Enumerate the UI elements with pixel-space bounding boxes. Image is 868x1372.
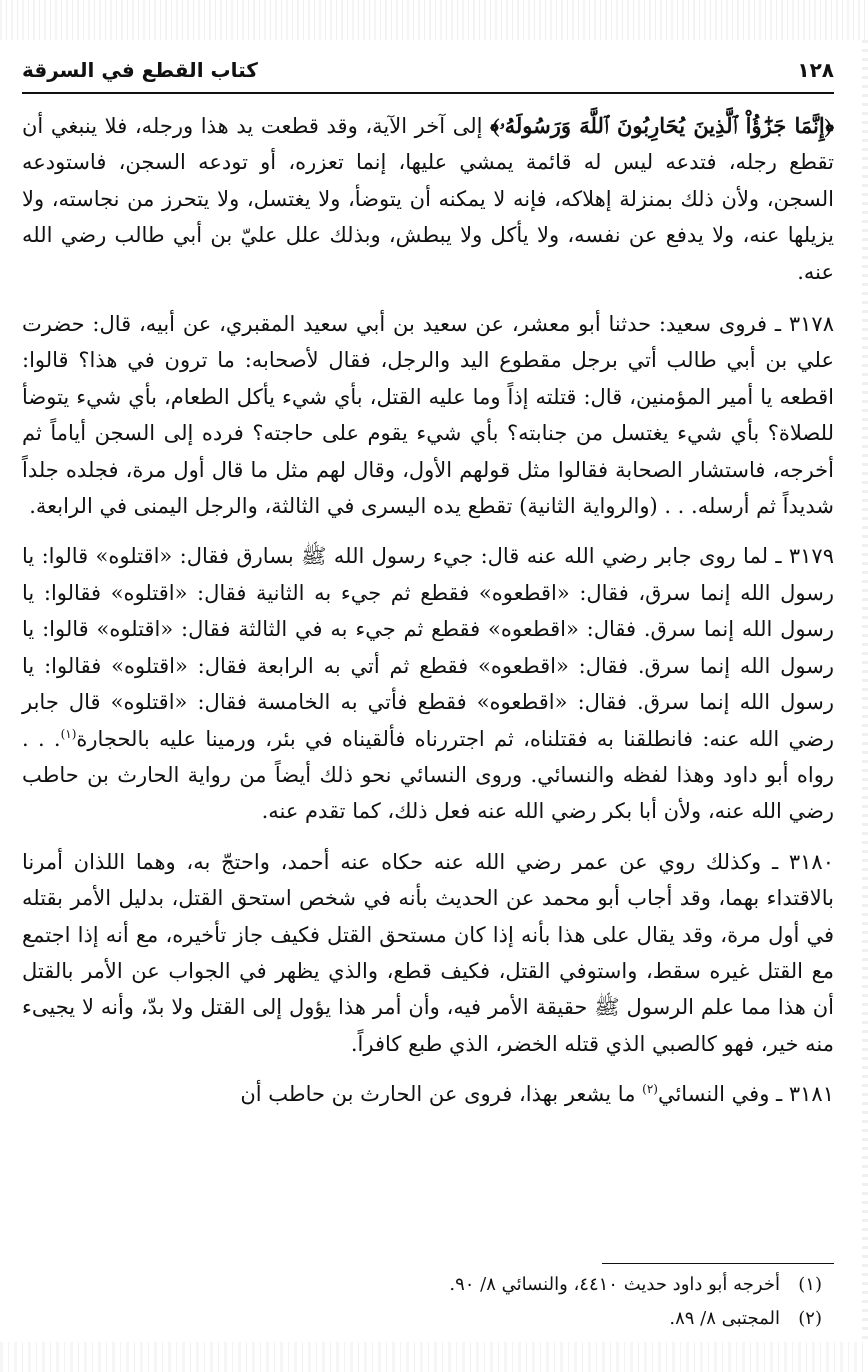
- paragraph-3181: [22, 1076, 834, 1112]
- scan-right-edge: [862, 40, 868, 1340]
- footnote-text: المجتبى ٨/ ٨٩.: [669, 1308, 780, 1329]
- quran-quote: ﴿إِنَّمَا جَزَٰٓؤُاْ ٱلَّذِينَ يُحَارِبُونَ ٱللَّهَ وَرَسُولَهُۥ﴾: [490, 113, 834, 138]
- footnotes: [22, 1268, 822, 1336]
- paragraph-text: ٣١٧٩ ـ لما روى جابر رضي الله عنه قال: جيء رسول الله ﷺ بسارق فقال: «اقتلوه» قالوا: يا رسول الله إنما سرق، فقال: «اقطعوه» فقطع ثم جيء به الثانية فقال: «اقتلوه» فقالوا: يا رسول الله إنما سرق. فقال: «اقطعوه» فقطع ثم جيء به في الثالثة فقال: «اقتلوه» قالوا: يا رسول الله إنما سرق. فقال: «اقطعوه» فقطع ثم أتي به الرابعة فقال: «اقتلوه» فقالوا: يا رسول الله إنما سرق. فقال: «اقطعوه» فقطع فأتي به الخامسة فقال: «اقتلوه» قال جابر رضي الله عنه: فانطلقنا به فقتلناه، ثم اجتررناه فألقيناه في بئر، ورمينا عليه بالحجارة: [22, 544, 834, 751]
- paragraph-text: ٣١٧٨ ـ فروى سعيد: حدثنا أبو معشر، عن سعيد بن أبي سعيد المقبري، عن أبيه، قال: حضرت علي بن أبي طالب أتي برجل مقطوع اليد والرجل، فقال لأصحابه: ما ترون في هذا؟ قالوا: اقطعه يا أمير المؤمنين، قال: قتلته إذاً وما عليه القتل، بأي شيء يأكل الطعام، بأي شيء يتوضأ للصلاة؟ بأي شيء يغتسل من جنابته؟ بأي شيء يقوم على حاجته؟ فرده إلى السجن أياماً ثم أخرجه، فاستشار الصحابة فقالوا مثل قولهم الأول، وقال لهم مثل ما قال أول مرة، فجلده جلداً شديداً ثم أرسله. . . (والرواية الثانية) تقطع يده اليسرى في الثالثة، والرجل اليمنى في الرابعة.: [22, 312, 834, 519]
- paragraph-text: ٣١٨٠ ـ وكذلك روي عن عمر رضي الله عنه حكاه عنه أحمد، واحتجّ به، وهما اللذان أمرنا بالاقتداء بهما، وقد أجاب أبو محمد عن الحديث بأنه في شخص استحق القتل، بدليل الأمر بقتله في أول مرة، وقد يقال على هذا بأنه إذا كان مستحق القتل فكيف جاز تأخيره، مع أنه إذا اجتمع مع القتل غيره سقط، واستوفي القتل، فكيف قطع، والذي يظهر في الجواب عن الأمر بالقتل أن هذا مما علم الرسول ﷺ حقيقة الأمر فيه، وأن أمر هذا يؤول إلى القتل ولا بدّ، وأنه لا يجيىء منه خير، فهو كالصبي الذي قتله الخضر، الذي طبع كافراً.: [22, 849, 834, 1056]
- footnote-marker[interactable]: (٢): [642, 1082, 658, 1097]
- paragraph-3178: [22, 306, 834, 524]
- running-title: كتاب القطع في السرقة: [22, 58, 258, 82]
- main-text: [22, 108, 834, 1127]
- paragraph-text-continued: . . . رواه أبو داود وهذا لفظه والنسائي. وروى النسائي نحو ذلك أيضاً من رواية الحارث بن حاطب رضي الله عنه، ولأن أبا بكر رضي الله عنه فعل ذلك، كما تقدم عنه.: [22, 726, 834, 824]
- paragraph-text: ٣١٨١ ـ وفي النسائي: [657, 1082, 834, 1107]
- page-header: [22, 48, 834, 94]
- paragraph-text: إلى آخر الآية، وقد قطعت يد هذا ورجله، فلا ينبغي أن تقطع رجله، فتدعه ليس له قائمة يمشي عليها، إنما تعزره، أو تودعه السجن، فاستودعه السجن، ولأن ذلك بمنزلة إهلاكه، فإنه لا يمكنه أن يتوضأ، ولا يغتسل، ولا يتحرز من نجاسته، ولا يزيلها عنه، ولا يدفع عن نفسه، ولا يأكل ولا يبطش، وبذلك علل عليّ بن أبي طالب رضي الله عنه.: [22, 114, 834, 284]
- paragraph-3179: [22, 538, 834, 829]
- scan-bottom-edge: [0, 1342, 868, 1372]
- footnote-marker[interactable]: (١): [60, 726, 77, 741]
- footnote-text: أخرجه أبو داود حديث ٤٤١٠، والنسائي ٨/ ٩٠.: [449, 1274, 780, 1295]
- footnote-divider: [602, 1263, 834, 1264]
- footnote-item: [22, 1302, 822, 1336]
- paragraph-quran-verse: [22, 108, 834, 290]
- scan-top-edge: [0, 0, 868, 40]
- page-number: ١٢٨: [797, 58, 834, 82]
- footnote-item: [22, 1268, 822, 1302]
- footnote-number: (١): [798, 1274, 822, 1295]
- paragraph-3180: [22, 844, 834, 1062]
- footnote-number: (٢): [798, 1308, 822, 1329]
- paragraph-text-continued: ما يشعر بهذا، فروى عن الحارث بن حاطب أن: [240, 1082, 643, 1107]
